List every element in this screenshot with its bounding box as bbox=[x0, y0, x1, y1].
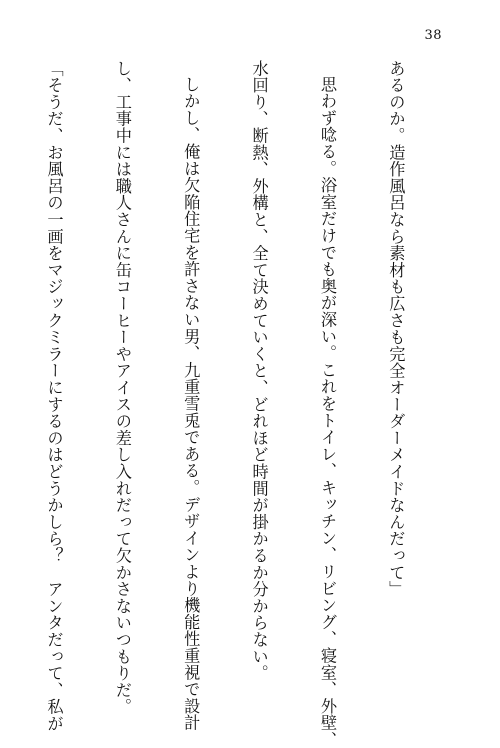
text-line: し、工事中には職人さんに缶コーヒーやアイスの差し入れだって欠かさないつもりだ。 bbox=[112, 60, 132, 716]
text-line: あるのか。造作風呂なら素材も広さも完全オーダーメイドなんだって」 bbox=[386, 60, 406, 598]
text-line: しかし、俺は欠陥住宅を許さない男、九重雪兎である。デザインより機能性重視で設計 bbox=[181, 76, 201, 732]
body-text bbox=[44, 60, 452, 748]
text-line: 水回り、断熱、外構と、全て決めていくと、どれほど時間が掛かるか分からない。 bbox=[249, 60, 269, 682]
page-number: 38 bbox=[424, 28, 442, 43]
text-line: 思わず唸る。浴室だけでも奥が深い。これをトイレ、キッチン、リビング、寝室、外壁、 bbox=[318, 76, 338, 748]
dialogue-line: 「そうだ、お風呂の一画をマジックミラーにするのはどうかしら？ アンタだって、私が bbox=[44, 60, 64, 732]
